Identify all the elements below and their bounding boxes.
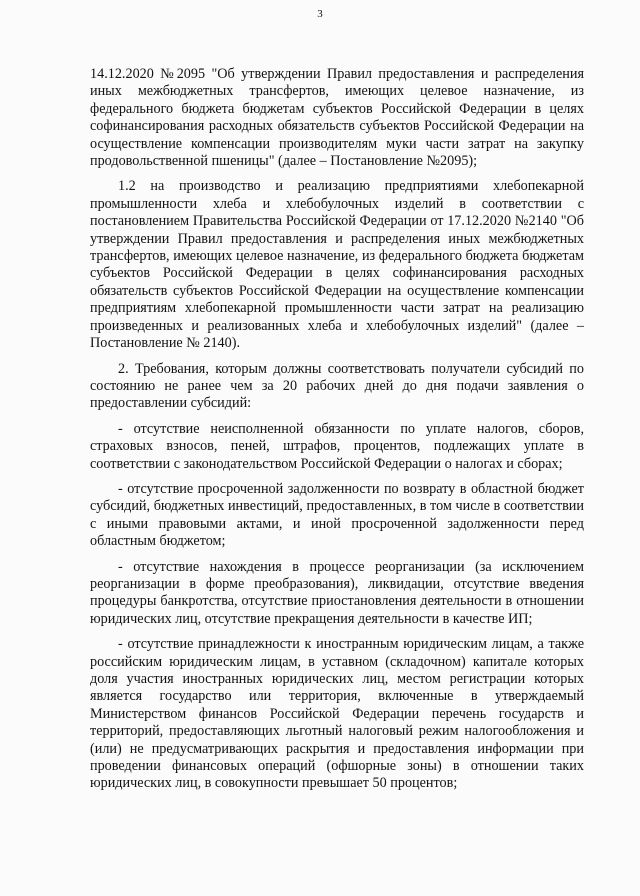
list-item-no-reorganization: - отсутствие нахождения в процессе реорганизации (за исключением реорганизации в форме преобразования), ликвидации, отсутствие введения процедуры банкротства, отсутствие приостановления деятельности в отношении юридических лиц, отсутствие прекращения деятельности в качестве ИП; bbox=[90, 558, 584, 627]
page-number: 3 bbox=[317, 8, 323, 20]
paragraph-postanovlenie-2095: 14.12.2020 №2095 "Об утверждении Правил предоставления и распределения иных межбюджетных трансфертов, имеющих целевое назначение, из федерального бюджета бюджетам субъектов Российской Федерации в целях софинансирования расходных обязательств субъектов Российской Федерации на осуществление компенсации производителям муки части затрат на закупку продовольственной пшеницы" (далее – Постановление №2095); bbox=[90, 66, 584, 170]
paragraph-requirements-heading: 2. Требования, которым должны соответствовать получатели субсидий по состоянию не ранее чем за 20 рабочих дней до дня подачи заявления о предоставлении субсидий: bbox=[90, 360, 584, 412]
list-item-no-foreign-ownership: - отсутствие принадлежности к иностранным юридическим лицам, а также российским юридическим лицам, в уставном (складочном) капитале которых доля участия иностранных юридических лиц, местом регистрации которых является государство или территория, включенные в утверждаемый Министерством финансов Российской Федерации перечень государств и территорий, предоставляющих льготный налоговый режим налогообложения и (или) не предусматривающих раскрытия и предоставления информации при проведении финансовых операций (офшорные зоны) в отношении таких юридических лиц, в совокупности превышает 50 процентов; bbox=[90, 636, 584, 792]
list-item-no-budget-arrears: - отсутствие просроченной задолженности по возврату в областной бюджет субсидий, бюджетных инвестиций, предоставленных, в том числе в соответствии с иными правовыми актами, и иной просроченной задолженности перед областным бюджетом; bbox=[90, 480, 584, 550]
paragraph-item-1-2: 1.2 на производство и реализацию предприятиями хлебопекарной промышленности хлеба и хлебобулочных изделий в соответствии с постановлением Правительства Российской Федерации от 17.12.2020 №2140 "Об утверждении Правил предоставления и распределения иных межбюджетных трансфертов, имеющих целевое назначение, из федерального бюджета бюджетам субъектов Российской Федерации в целях софинансирования расходных обязательств субъектов Российской Федерации на осуществление компенсации предприятиям хлебопекарной промышленности части затрат на реализацию произведенных и реализованных хлеба и хлебобулочных изделий" (далее – Постановление № 2140). bbox=[90, 178, 584, 352]
document-body bbox=[90, 66, 584, 793]
list-item-no-tax-debt: - отсутствие неисполненной обязанности по уплате налогов, сборов, страховых взносов, пеней, штрафов, процентов, подлежащих уплате в соответствии с законодательством Российской Федерации о налогах и сборах; bbox=[90, 420, 584, 472]
